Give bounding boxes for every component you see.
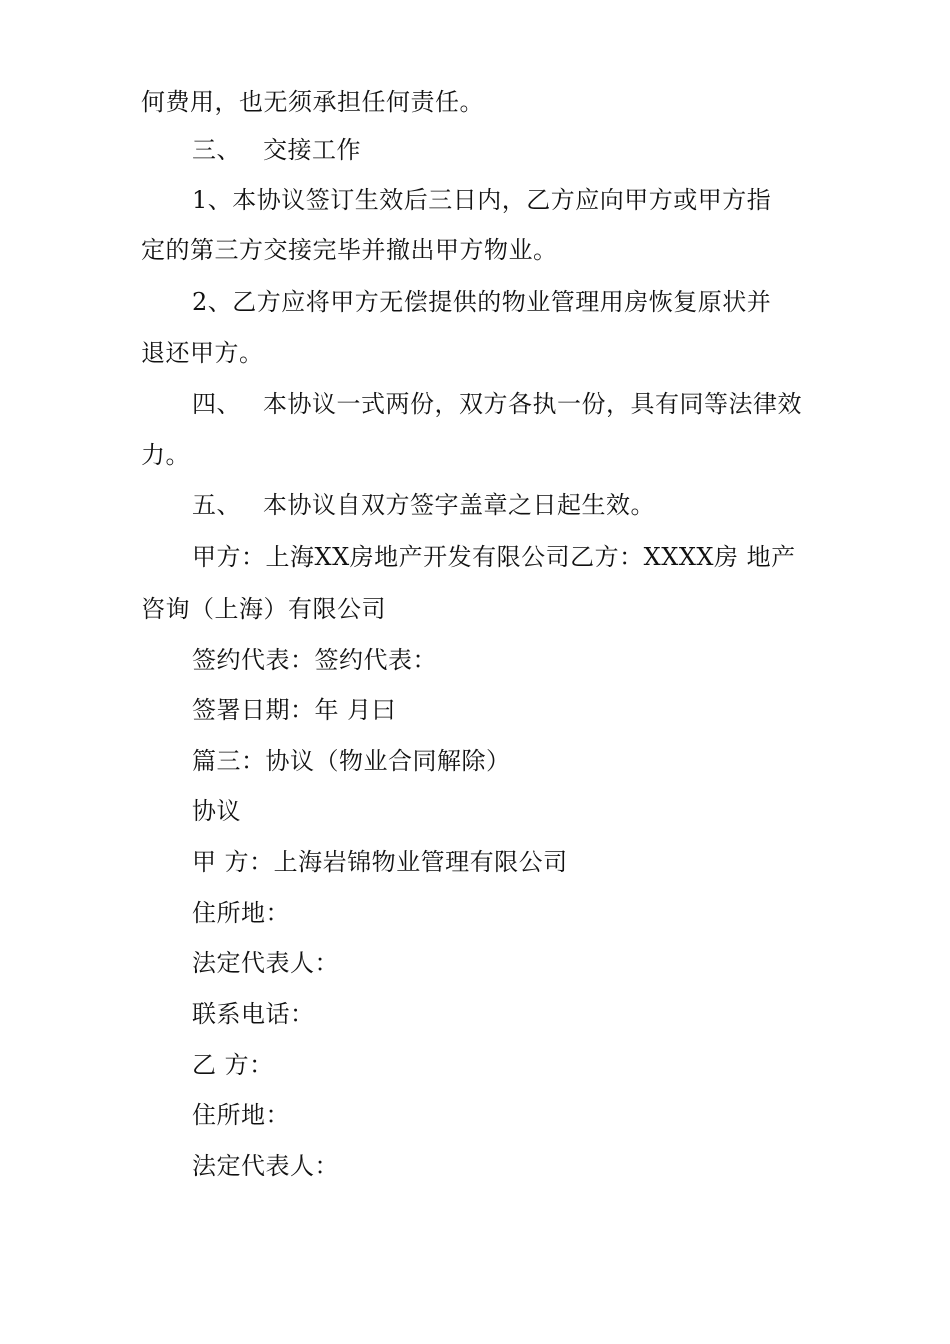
section-text: 本协议自双方签字盖章之日起生效。: [263, 491, 655, 519]
paragraph-line: 1、本协议签订生效后三日内，乙方应向甲方或甲方指: [192, 186, 772, 214]
signatory-line: 签约代表：签约代表：: [192, 646, 437, 674]
section-number: 三、: [192, 136, 241, 164]
signing-date-line: 签署日期：年 月曰: [192, 696, 397, 724]
section-heading: [192, 388, 882, 420]
paragraph-line: 定的第三方交接完毕并撤出甲方物业。: [141, 236, 558, 264]
party-b-line: 乙 方：: [192, 1051, 274, 1079]
paragraph-line: 2、乙方应将甲方无偿提供的物业管理用房恢复原状并: [192, 288, 772, 316]
section-heading: [192, 134, 882, 166]
section-number: 五、: [192, 491, 241, 519]
party-a-line: 甲 方：上海岩锦物业管理有限公司: [192, 848, 568, 876]
address-field: 住所地：: [192, 899, 290, 927]
paragraph-line: 何费用，也无须承担任何责任。: [141, 88, 484, 116]
paragraph-line: 力。: [141, 441, 190, 469]
section-heading: [192, 489, 882, 521]
section-text: 本协议一式两份，双方各执一份，具有同等法律效: [263, 390, 802, 418]
chapter-title: 篇三：协议（物业合同解除）: [192, 747, 511, 775]
legal-representative-field: 法定代表人：: [192, 1152, 339, 1180]
section-number: 四、: [192, 390, 241, 418]
paragraph-line: 退还甲方。: [141, 339, 264, 367]
address-field: 住所地：: [192, 1101, 290, 1129]
agreement-title: 协议: [192, 797, 241, 825]
phone-field: 联系电话：: [192, 1000, 315, 1028]
party-line-continued: 咨询（上海）有限公司: [141, 595, 386, 623]
legal-representative-field: 法定代表人：: [192, 949, 339, 977]
section-title: 交接工作: [263, 136, 361, 164]
party-line: 甲方：上海XX房地产开发有限公司乙方：XXXX房 地产: [192, 543, 796, 571]
